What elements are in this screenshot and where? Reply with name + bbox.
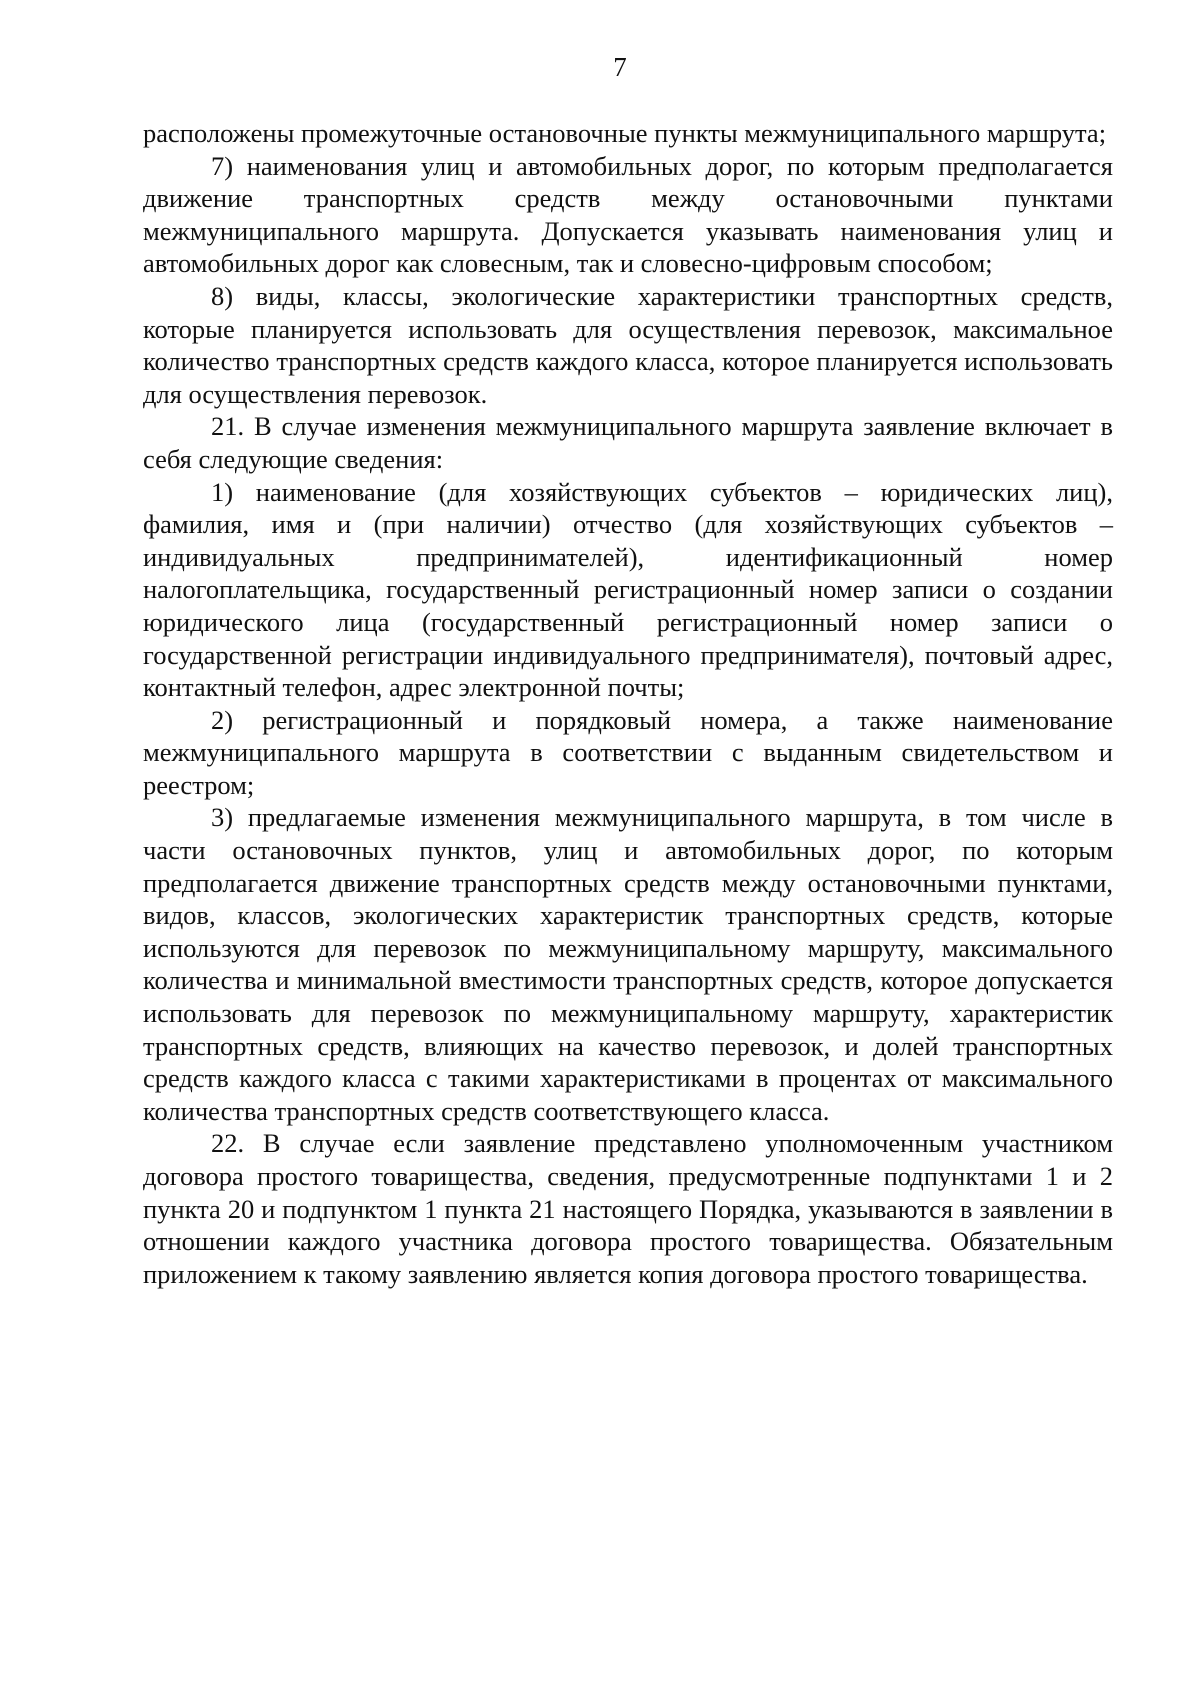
paragraph-item-7: 7) наименования улиц и автомобильных дорог, по которым предполагается движение транспортных средств между остановочными пунктами межмуниципального маршрута. Допускается указывать наименования улиц и автомобильных дорог как словесным, так и словесно-цифровым способом; — [143, 150, 1113, 279]
paragraph-section-22: 22. В случае если заявление представлено уполномоченным участником договора простого товарищества, сведения, предусмотренные подпунктами 1 и 2 пункта 20 и подпунктом 1 пункта 21 настоящего Порядка, указываются в заявлении в отношении каждого участника договора простого товарищества. Обязательным приложением к такому заявлению является копия договора простого товарищества. — [143, 1128, 1113, 1289]
paragraph-continuation: расположены промежуточные остановочные пункты межмуниципального маршрута; — [143, 118, 1107, 148]
paragraph-item-8: 8) виды, классы, экологические характеристики транспортных средств, которые планируется использовать для осуществления перевозок, максимальное количество транспортных средств каждого класса, которое планируется использовать для осуществления перевозок. — [143, 280, 1113, 409]
page-number: 7 — [613, 52, 627, 82]
paragraph-section-21: 21. В случае изменения межмуниципального маршрута заявление включает в себя следующие сведения: — [143, 411, 1113, 474]
paragraph-item-3: 3) предлагаемые изменения межмуниципального маршрута, в том числе в части остановочных пунктов, улиц и автомобильных дорог, по которым предполагается движение транспортных средств между остановочными пунктами, видов, классов, экологических характеристик транспортных средств, которые используются для перевозок по межмуниципальному маршруту, максимального количества и минимальной вместимости транспортных средств, которое допускается использовать для перевозок по межмуниципальному маршруту, характеристик транспортных средств, влияющих на качество перевозок, и долей транспортных средств каждого класса с такими характеристиками в процентах от максимального количества транспортных средств соответствующего класса. — [143, 802, 1113, 1126]
paragraph-item-2: 2) регистрационный и порядковый номера, а также наименование межмуниципального маршрута в соответствии с выданным свидетельством и реестром; — [143, 704, 1113, 800]
document-body — [143, 117, 1113, 1290]
paragraph-item-1: 1) наименование (для хозяйствующих субъектов – юридических лиц), фамилия, имя и (при наличии) отчество (для хозяйствующих субъектов – индивидуальных предпринимателей), идентификационный номер налогоплательщика, государственный регистрационный номер записи о создании юридического лица (государственный регистрационный номер записи о государственной регистрации индивидуального предпринимателя), почтовый адрес, контактный телефон, адрес электронной почты; — [143, 476, 1113, 703]
